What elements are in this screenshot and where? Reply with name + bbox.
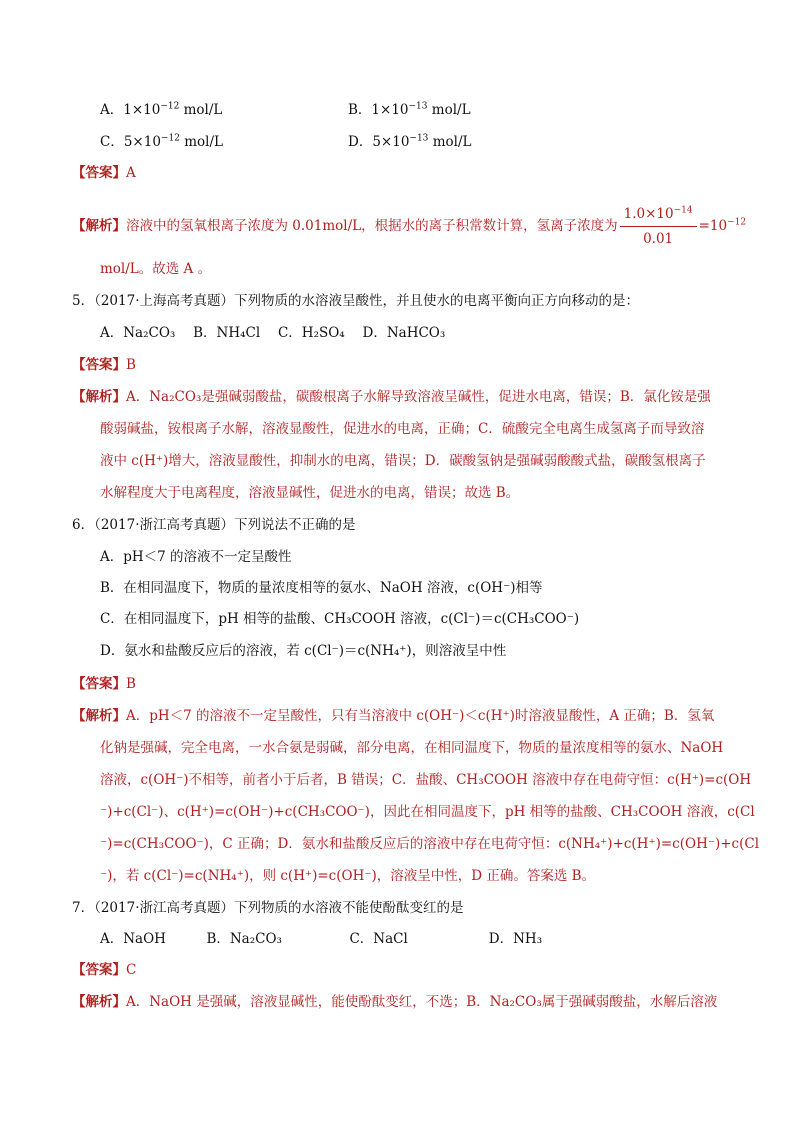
q5-analysis-line-3: 液中 c(H⁺)增大，溶液显酸性，抑制水的电离，错误；D．碳酸氢钠是强碱弱酸酸式盐，碳酸氢根离子 (100, 453, 706, 469)
q6-option-c: C．在相同温度下，pH 相等的盐酸、CH₃COOH 溶液，c(Cl⁻)＝c(CH₃COO⁻) (100, 611, 580, 627)
q6-analysis-line-2: 化钠是强碱，完全电离，一水合氨是弱碱，部分电离，在相同温度下，物质的量浓度相等的氨水、NaOH (100, 740, 724, 756)
q7-options: A．NaOH B．Na₂CO₃ C．NaCl D．NH₃ (100, 931, 543, 947)
q4-option-c: C．$5\times 10^{-12}$ mol/L (100, 133, 223, 150)
q4-answer: 【答案】A (72, 165, 136, 181)
q7-stem: 7．（2017·浙江高考真题）下列物质的水溶液不能使酚酞变红的是 (72, 900, 464, 916)
q6-stem: 6．（2017·浙江高考真题）下列说法不正确的是 (72, 517, 356, 533)
q4-analysis-line-1: 【解析】溶液中的氢氧根离子浓度为 0.01mol/L，根据水的离子积常数计算，氢离子浓度为 $\frac{1.0\times 10^{-14}}{0.01}$ $=10^{-12}$ (72, 205, 747, 247)
q4-option-a: A．$1\times 10^{-12}$ mol/L (100, 101, 223, 118)
q6-analysis-line-3: 溶液，c(OH⁻)不相等，前者小于后者，B 错误；C．盐酸、CH₃COOH 溶液中存在电荷守恒：c(H⁺)=c(OH (100, 772, 752, 788)
q6-answer: 【答案】B (72, 676, 136, 692)
q4-analysis-line-2: mol/L。故选 A 。 (100, 261, 212, 277)
q7-answer: 【答案】C (72, 962, 137, 978)
q6-analysis-line-5: ⁻)=c(CH₃COO⁻)，C 正确；D．氨水和盐酸反应后的溶液中存在电荷守恒：c(NH₄⁺)+c(H⁺)=c(OH⁻)+c(Cl (100, 836, 760, 852)
q7-analysis-line-1: 【解析】A．NaOH 是强碱，溶液显碱性，能使酚酞变红，不选；B．Na₂CO₃属于强碱弱酸盐，水解后溶液 (72, 994, 718, 1010)
q5-answer: 【答案】B (72, 357, 136, 373)
q6-option-a: A．pH＜7 的溶液不一定呈酸性 (100, 549, 292, 565)
q6-analysis-line-4: ⁻)+c(Cl⁻)、c(H⁺)=c(OH⁻)+c(CH₃COO⁻)，因此在相同温度下，pH 相等的盐酸、CH₃COOH 溶液，c(Cl (100, 804, 755, 820)
q5-analysis-line-1: 【解析】A．Na₂CO₃是强碱弱酸盐，碳酸根离子水解导致溶液呈碱性，促进水电离，错误；B．氯化铵是强 (72, 389, 711, 405)
q4-option-d: D．$5\times 10^{-13}$ mol/L (348, 133, 472, 150)
q5-options: A．Na₂CO₃ B．NH₄Cl C．H₂SO₄ D．NaHCO₃ (100, 325, 446, 341)
q6-analysis-line-1: 【解析】A．pH＜7 的溶液不一定呈酸性，只有当溶液中 c(OH⁻)＜c(H⁺)时溶液显酸性，A 正确；B．氢氧 (72, 708, 715, 724)
q6-option-b: B．在相同温度下，物质的量浓度相等的氨水、NaOH 溶液，c(OH⁻)相等 (100, 580, 543, 596)
q4-option-b: B．$1\times 10^{-13}$ mol/L (348, 101, 471, 118)
q4-fraction: $\frac{1.0\times 10^{-14}}{0.01}$ (620, 204, 697, 249)
q6-analysis-line-6: ⁻)，若 c(Cl⁻)=c(NH₄⁺)，则 c(H⁺)=c(OH⁻)，溶液呈中性，D 正确。答案选 B。 (100, 868, 596, 884)
q5-stem: 5．（2017·上海高考真题）下列物质的水溶液呈酸性，并且使水的电离平衡向正方向移动的是： (72, 293, 639, 309)
q5-analysis-line-2: 酸弱碱盐，铵根离子水解，溶液显酸性，促进水的电离，正确；C．硫酸完全电离生成氢离子而导致溶 (100, 421, 705, 437)
q5-analysis-line-4: 水解程度大于电离程度，溶液显碱性，促进水的电离，错误；故选 B。 (100, 485, 520, 501)
q6-option-d: D．氨水和盐酸反应后的溶液，若 c(Cl⁻)＝c(NH₄⁺)，则溶液呈中性 (100, 643, 507, 659)
